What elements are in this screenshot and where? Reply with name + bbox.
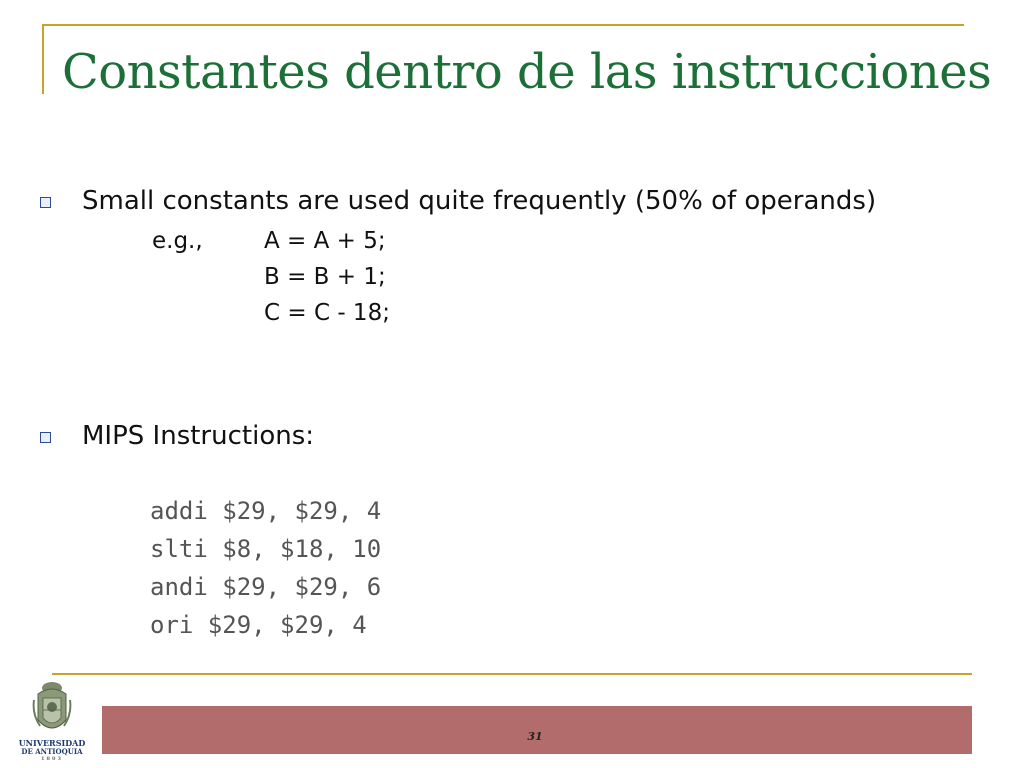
code-line: ori $29, $29, 4 [150, 611, 367, 639]
logo-name-line1: UNIVERSIDAD [18, 738, 86, 748]
logo-year: 1803 [41, 756, 63, 762]
example-prefix: e.g., [152, 228, 203, 254]
page-number: 31 [527, 730, 543, 743]
code-line: addi $29, $29, 4 [150, 497, 382, 525]
title-rule-horizontal [42, 24, 964, 26]
title-rule-vertical [42, 24, 44, 94]
square-bullet-icon [40, 432, 51, 443]
university-logo [6, 676, 98, 766]
university-seal-icon [32, 680, 72, 736]
example-line: C = C - 18; [264, 300, 390, 326]
code-line: andi $29, $29, 6 [150, 573, 382, 601]
code-line: slti $8, $18, 10 [150, 535, 382, 563]
example-line: B = B + 1; [264, 264, 386, 290]
bullet-1-text: Small constants are used quite frequently (50% of operands) [82, 186, 877, 216]
slide-title: Constantes dentro de las instrucciones [62, 44, 992, 100]
logo-name-line2: DE ANTIOQUIA [21, 747, 83, 756]
bullet-2-text: MIPS Instructions: [82, 421, 315, 451]
footer-rule [52, 673, 972, 675]
square-bullet-icon [40, 197, 51, 208]
example-line: A = A + 5; [264, 228, 386, 254]
